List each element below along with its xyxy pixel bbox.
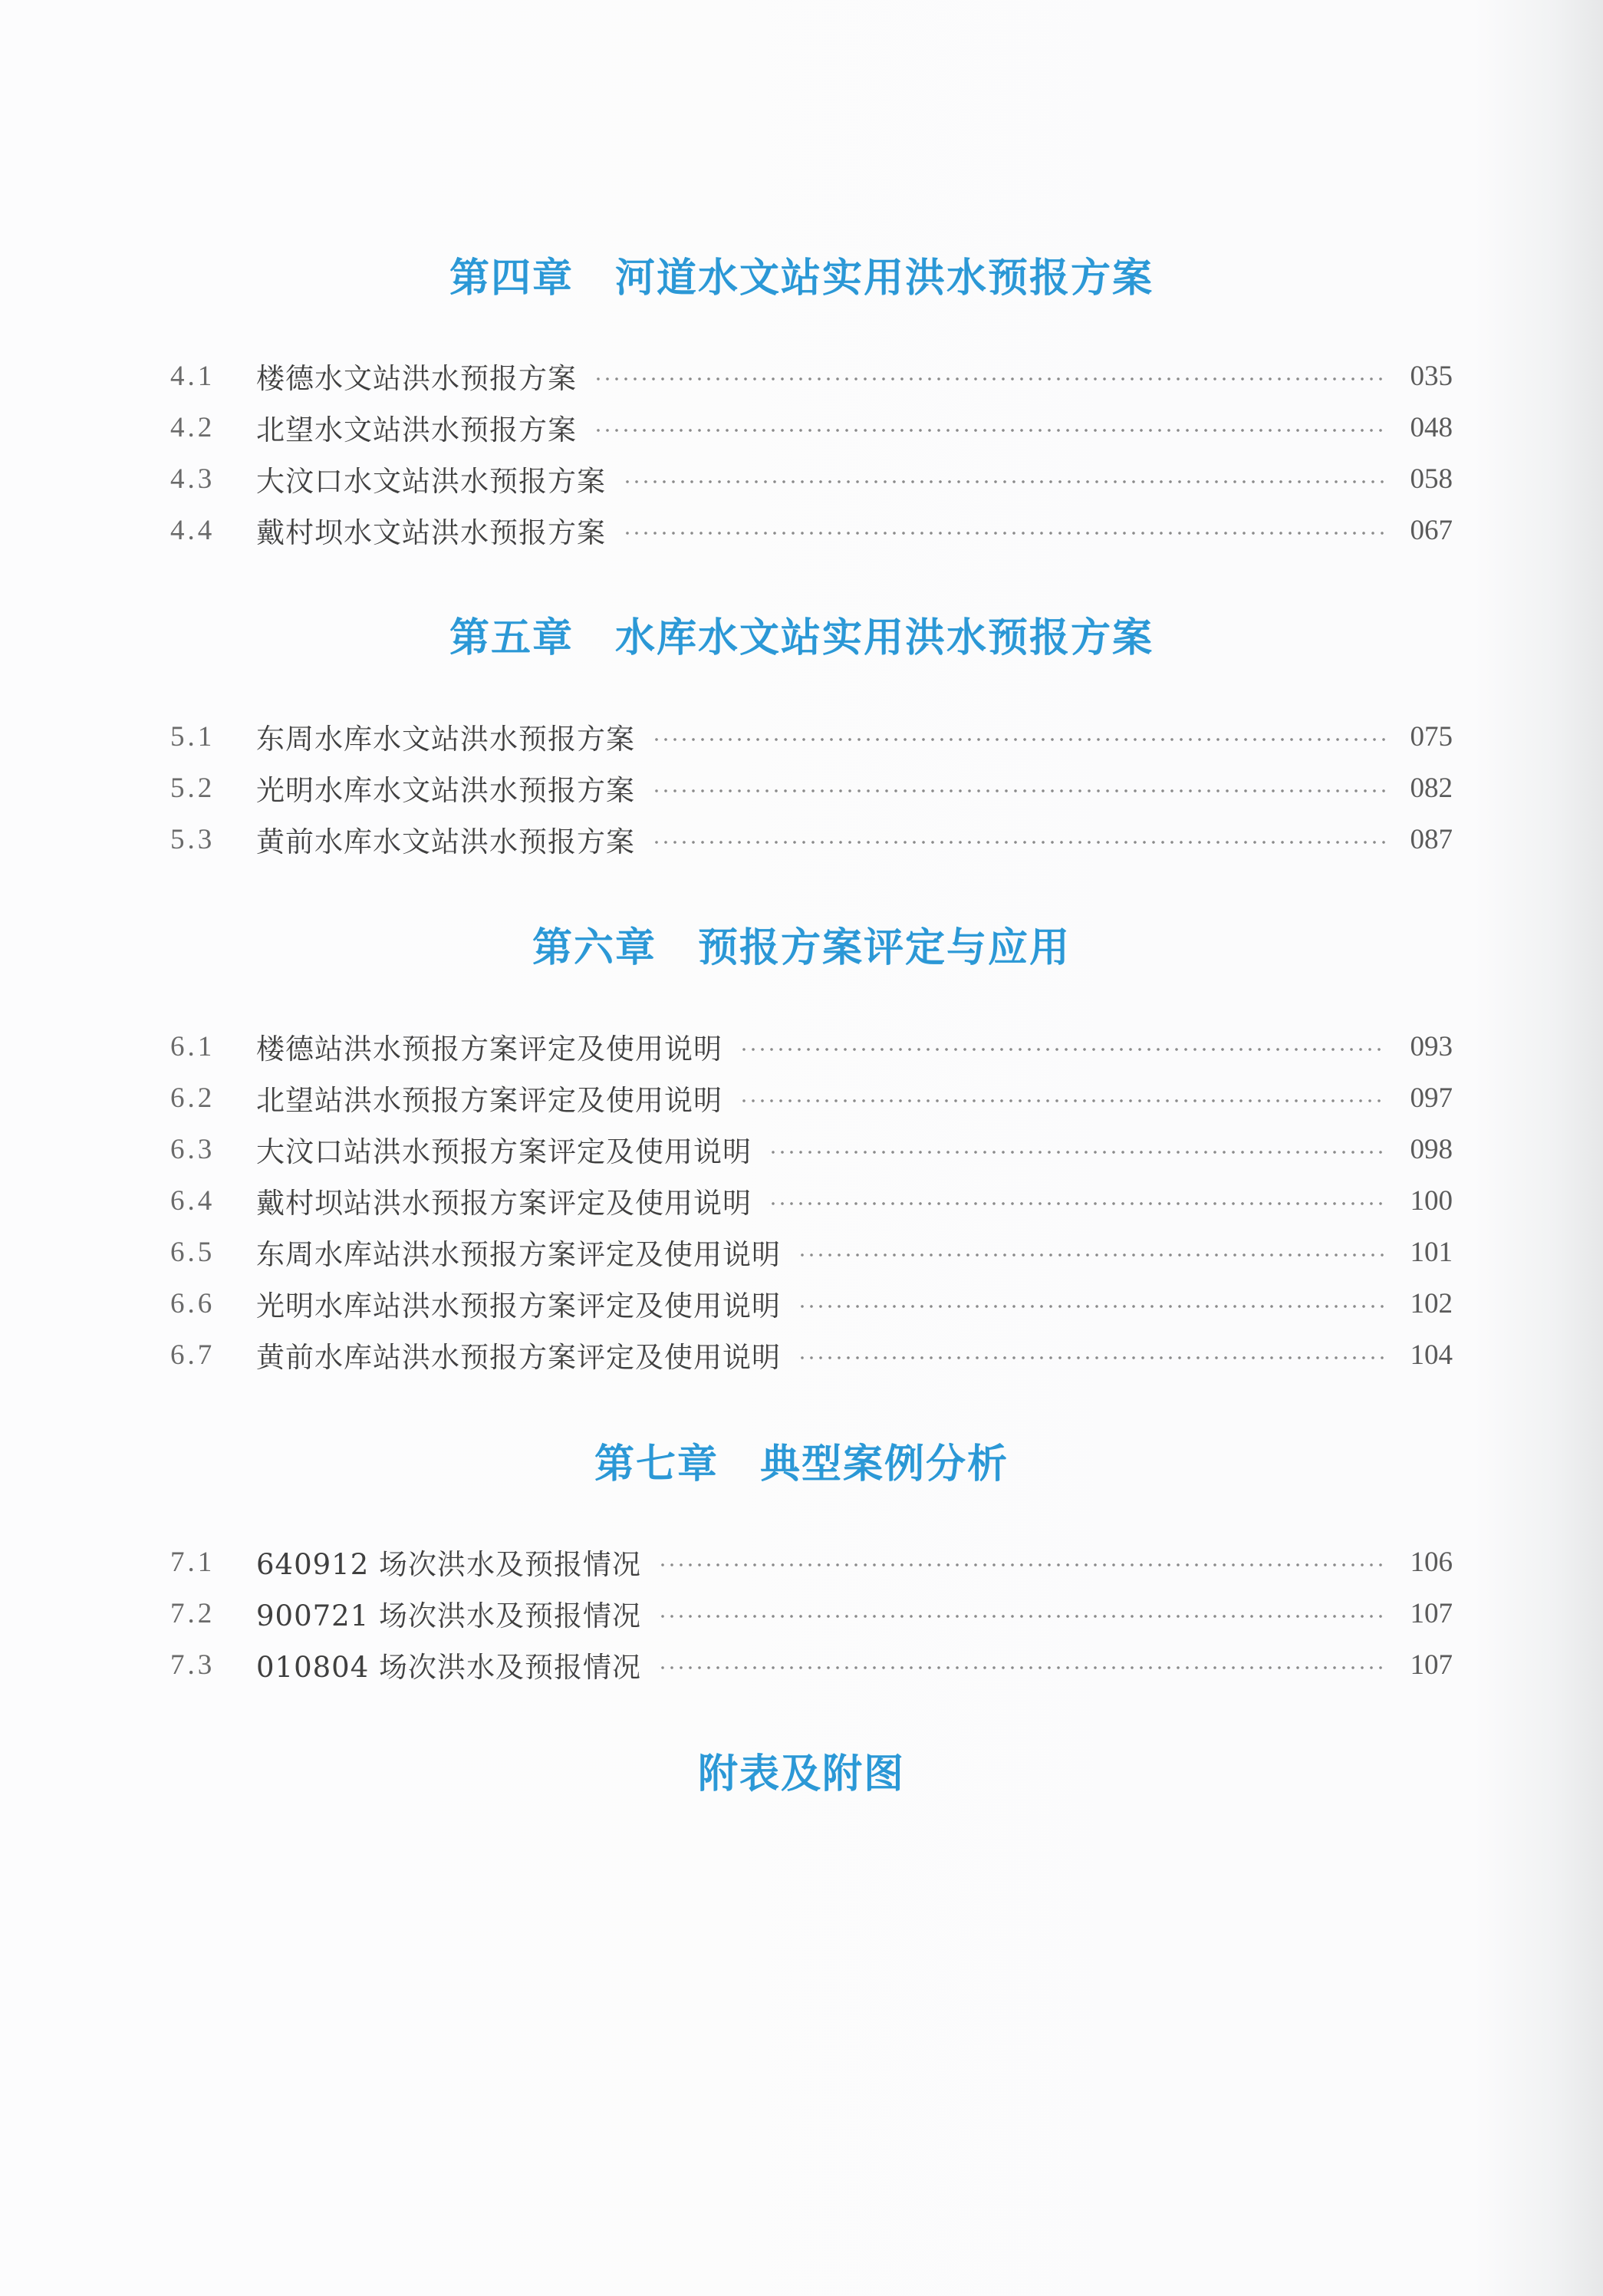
entry-title: 楼德水文站洪水预报方案 bbox=[256, 362, 577, 395]
dot-leader bbox=[769, 1202, 1387, 1205]
chapter-heading: 第六章 预报方案评定与应用 bbox=[532, 924, 1071, 971]
toc-entry[interactable] bbox=[170, 1076, 1453, 1119]
entry-number: 4.4 bbox=[170, 514, 216, 546]
dot-leader bbox=[658, 1666, 1387, 1669]
entry-number: 6.6 bbox=[170, 1287, 216, 1319]
entry-title: 北望站洪水预报方案评定及使用说明 bbox=[256, 1084, 723, 1117]
toc-entry[interactable] bbox=[170, 406, 1453, 449]
toc-entry[interactable] bbox=[170, 354, 1453, 397]
entry-page-number: 067 bbox=[1410, 514, 1453, 546]
dot-leader bbox=[623, 480, 1387, 483]
toc-entry[interactable] bbox=[170, 766, 1453, 809]
entry-number: 5.3 bbox=[170, 823, 216, 855]
dot-leader bbox=[798, 1253, 1387, 1257]
entry-number: 6.7 bbox=[170, 1339, 216, 1371]
dot-leader bbox=[798, 1356, 1387, 1359]
entry-number: 4.3 bbox=[170, 463, 216, 495]
dot-leader bbox=[652, 841, 1387, 844]
toc-entry[interactable] bbox=[170, 1179, 1453, 1222]
chapter-heading: 第五章 水库水文站实用洪水预报方案 bbox=[449, 614, 1154, 661]
entry-number: 6.3 bbox=[170, 1133, 216, 1165]
entry-title: 东周水库水文站洪水预报方案 bbox=[256, 723, 635, 756]
dot-leader bbox=[594, 429, 1387, 432]
entry-page-number: 035 bbox=[1410, 360, 1453, 392]
toc-entry[interactable] bbox=[170, 1540, 1453, 1583]
entry-page-number: 101 bbox=[1410, 1236, 1453, 1268]
chapter-heading: 第七章 典型案例分析 bbox=[594, 1441, 1009, 1487]
entry-number: 4.1 bbox=[170, 360, 216, 392]
dot-leader bbox=[739, 1048, 1387, 1051]
entry-page-number: 097 bbox=[1410, 1082, 1453, 1114]
dot-leader bbox=[798, 1305, 1387, 1308]
entry-page-number: 048 bbox=[1410, 411, 1453, 443]
entry-title: 黄前水库水文站洪水预报方案 bbox=[256, 825, 635, 858]
toc-entry[interactable] bbox=[170, 818, 1453, 861]
entry-page-number: 104 bbox=[1410, 1339, 1453, 1371]
entry-page-number: 102 bbox=[1410, 1287, 1453, 1319]
entry-title: 900721 场次洪水及预报情况 bbox=[256, 1599, 642, 1632]
entry-title: 大汶口站洪水预报方案评定及使用说明 bbox=[256, 1135, 752, 1168]
entry-page-number: 075 bbox=[1410, 720, 1453, 753]
entry-page-number: 107 bbox=[1410, 1597, 1453, 1629]
entry-title: 640912 场次洪水及预报情况 bbox=[256, 1548, 642, 1581]
entry-title: 北望水文站洪水预报方案 bbox=[256, 413, 577, 446]
entry-title: 东周水库站洪水预报方案评定及使用说明 bbox=[256, 1238, 781, 1271]
entry-page-number: 106 bbox=[1410, 1546, 1453, 1578]
entry-page-number: 082 bbox=[1410, 772, 1453, 804]
toc-entry[interactable] bbox=[170, 1128, 1453, 1171]
dot-leader bbox=[658, 1563, 1387, 1566]
entry-number: 7.3 bbox=[170, 1649, 216, 1681]
entry-title: 光明水库站洪水预报方案评定及使用说明 bbox=[256, 1290, 781, 1323]
toc-entry[interactable] bbox=[170, 1643, 1453, 1686]
toc-entry[interactable] bbox=[170, 1282, 1453, 1325]
entry-page-number: 098 bbox=[1410, 1133, 1453, 1165]
entry-title: 010804 场次洪水及预报情况 bbox=[256, 1651, 642, 1684]
entry-page-number: 058 bbox=[1410, 463, 1453, 495]
entry-page-number: 100 bbox=[1410, 1184, 1453, 1217]
entry-title: 戴村坝水文站洪水预报方案 bbox=[256, 516, 606, 549]
toc-entry[interactable] bbox=[170, 457, 1453, 500]
entry-number: 5.1 bbox=[170, 720, 216, 753]
dot-leader bbox=[652, 789, 1387, 792]
entry-page-number: 093 bbox=[1410, 1030, 1453, 1062]
toc-entry[interactable] bbox=[170, 1333, 1453, 1376]
dot-leader bbox=[658, 1615, 1387, 1618]
appendix-heading: 附表及附图 bbox=[697, 1751, 905, 1797]
entry-number: 5.2 bbox=[170, 772, 216, 804]
toc-entry[interactable] bbox=[170, 715, 1453, 758]
toc-entry[interactable] bbox=[170, 1592, 1453, 1635]
toc-entry[interactable] bbox=[170, 509, 1453, 552]
entry-number: 6.5 bbox=[170, 1236, 216, 1268]
dot-leader bbox=[623, 532, 1387, 535]
entry-number: 6.1 bbox=[170, 1030, 216, 1062]
entry-title: 楼德站洪水预报方案评定及使用说明 bbox=[256, 1033, 723, 1066]
entry-number: 6.4 bbox=[170, 1184, 216, 1217]
dot-leader bbox=[739, 1099, 1387, 1102]
entry-number: 7.2 bbox=[170, 1597, 216, 1629]
entry-title: 大汶口水文站洪水预报方案 bbox=[256, 465, 606, 498]
entry-title: 黄前水库站洪水预报方案评定及使用说明 bbox=[256, 1341, 781, 1374]
dot-leader bbox=[652, 738, 1387, 741]
toc-entry[interactable] bbox=[170, 1025, 1453, 1068]
entry-number: 6.2 bbox=[170, 1082, 216, 1114]
dot-leader bbox=[594, 377, 1387, 380]
dot-leader bbox=[769, 1151, 1387, 1154]
entry-page-number: 087 bbox=[1410, 823, 1453, 855]
entry-number: 4.2 bbox=[170, 411, 216, 443]
entry-title: 光明水库水文站洪水预报方案 bbox=[256, 774, 635, 807]
toc-entry[interactable] bbox=[170, 1230, 1453, 1273]
chapter-heading: 第四章 河道水文站实用洪水预报方案 bbox=[449, 255, 1154, 301]
entry-page-number: 107 bbox=[1410, 1649, 1453, 1681]
entry-number: 7.1 bbox=[170, 1546, 216, 1578]
entry-title: 戴村坝站洪水预报方案评定及使用说明 bbox=[256, 1187, 752, 1220]
